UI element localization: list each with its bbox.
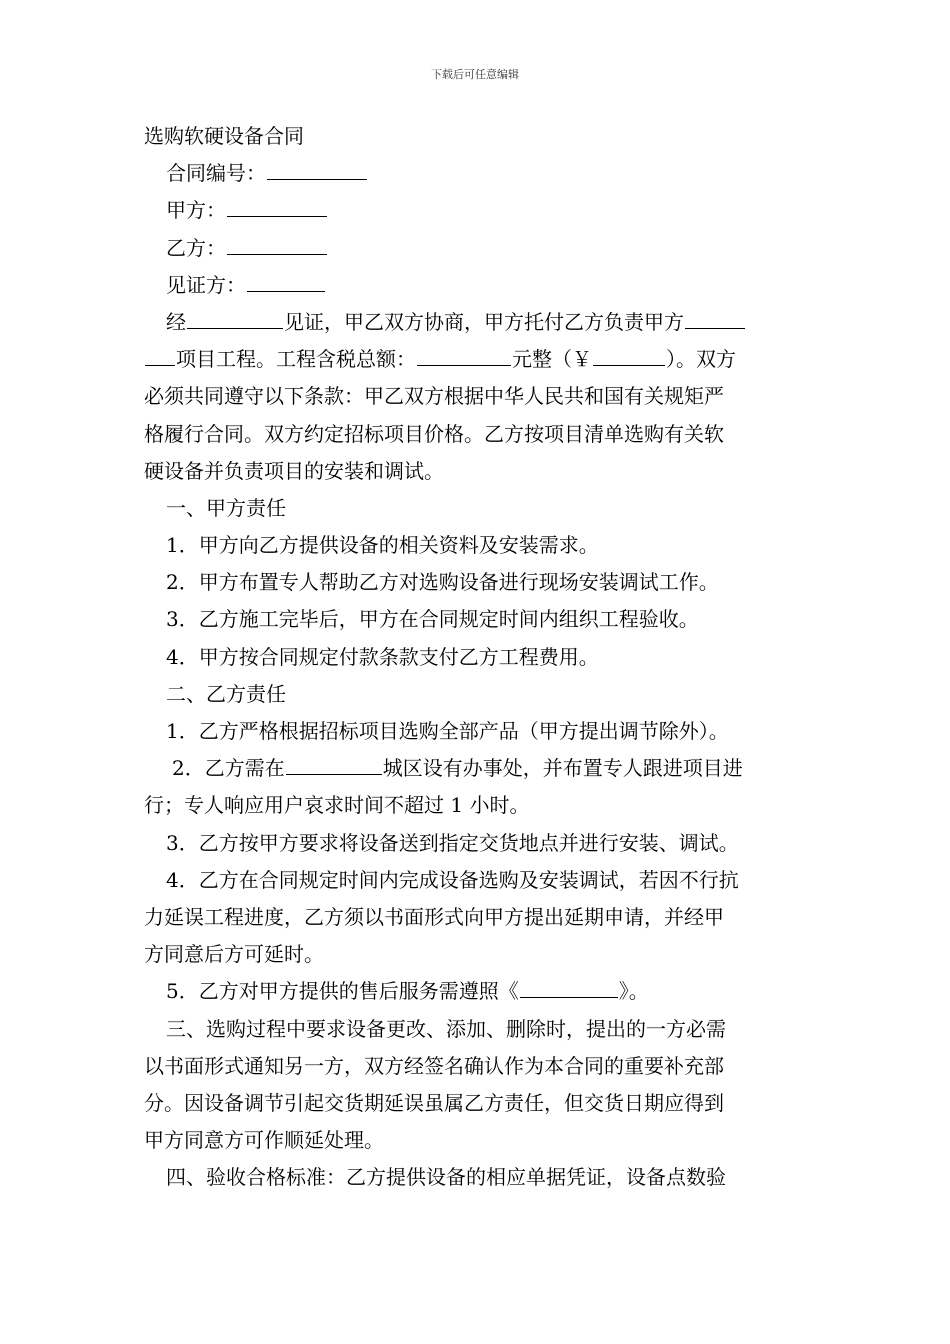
section-3-line: 分。因设备调节引起交货期延误虽属乙方责任，但交货日期应得到 (144, 1090, 724, 1115)
total-amount-blank (417, 343, 511, 366)
section-2-item-text: 》。 (618, 979, 649, 1004)
page-header-note: 下载后可任意编辑 (431, 68, 519, 81)
section-2-heading: 二、乙方责任 (166, 681, 286, 706)
section-2-item: 4．乙方在合同规定时间内完成设备选购及安装调试，若因不行抗 (166, 867, 739, 892)
intro-line-1 (144, 304, 808, 341)
intro-line-4: 格履行合同。双方约定招标项目价格。乙方按项目清单选购有关软 (144, 421, 724, 446)
section-3-line: 甲方同意方可作顺延处理。 (144, 1128, 384, 1153)
contract-number-line (144, 155, 808, 192)
intro-line-5: 硬设备并负责项目的安装和调试。 (144, 458, 444, 483)
intro-text: 经 (166, 309, 186, 334)
project-name-blank (685, 306, 745, 329)
section-2-item-text: 5．乙方对甲方提供的售后服务需遵照《 (166, 979, 519, 1004)
office-city-blank (286, 752, 382, 775)
witness-blank (247, 269, 325, 292)
witness-label: 见证方： (166, 272, 246, 297)
section-1-item: 3．乙方施工完毕后，甲方在合同规定时间内组织工程验收。 (166, 607, 699, 632)
intro-text: 见证，甲乙双方协商，甲方托付乙方负责甲方 (284, 309, 684, 334)
section-3-line: 以书面形式通知另一方，双方经签名确认作为本合同的重要补充部 (144, 1053, 724, 1078)
section-2-item (144, 973, 808, 1010)
section-1-item: 4．甲方按合同规定付款条款支付乙方工程费用。 (166, 644, 599, 669)
section-2-item: 3．乙方按甲方要求将设备送到指定交货地点并进行安装、调试。 (166, 830, 739, 855)
section-2-item-text: 城区设有办事处，并布置专人跟进项目进 (382, 756, 743, 781)
party-b-blank (227, 232, 327, 255)
total-amount-figure-blank (593, 343, 665, 366)
section-1-item: 2．甲方布置专人帮助乙方对选购设备进行现场安装调试工作。 (166, 570, 719, 595)
intro-line-2 (144, 341, 808, 378)
section-4-line: 四、验收合格标准：乙方提供设备的相应单据凭证，设备点数验 (166, 1165, 726, 1190)
section-2-item-text: 2．乙方需在 (172, 756, 285, 781)
intro-text: 元整（￥ (512, 347, 592, 372)
party-a-line (144, 192, 808, 229)
intro-text: ）。双方 (666, 347, 736, 372)
section-2-item-cont: 行；专人响应用户哀求时间不超过 1 小时。 (144, 793, 530, 818)
party-b-label: 乙方： (166, 235, 226, 260)
witness-line (144, 267, 808, 304)
contract-document (144, 118, 808, 1196)
contract-number-label: 合同编号： (166, 161, 266, 186)
section-2-item-cont: 力延误工程进度，乙方须以书面形式向甲方提出延期申请，并经甲 (144, 904, 724, 929)
party-a-blank (227, 194, 327, 217)
project-name-blank-cont (145, 343, 175, 366)
section-2-item (144, 750, 808, 787)
party-a-label: 甲方： (166, 198, 226, 223)
section-1-item: 1．甲方向乙方提供设备的相关资料及安装需求。 (166, 533, 599, 558)
intro-line-3: 必须共同遵守以下条款：甲乙双方根据中华人民共和国有关规矩严 (144, 384, 724, 409)
witness-name-blank (187, 306, 283, 329)
party-b-line (144, 230, 808, 267)
intro-text: 项目工程。工程含税总额： (176, 347, 416, 372)
after-sales-standard-blank (520, 975, 618, 998)
section-3-line: 三、选购过程中要求设备更改、添加、删除时，提出的一方必需 (166, 1016, 726, 1041)
section-2-item-cont: 方同意后方可延时。 (144, 942, 324, 967)
document-title: 选购软硬设备合同 (144, 124, 304, 148)
section-1-heading: 一、甲方责任 (166, 495, 286, 520)
section-2-item: 1．乙方严格根据招标项目选购全部产品（甲方提出调节除外）。 (166, 719, 729, 743)
contract-number-blank (267, 157, 367, 180)
